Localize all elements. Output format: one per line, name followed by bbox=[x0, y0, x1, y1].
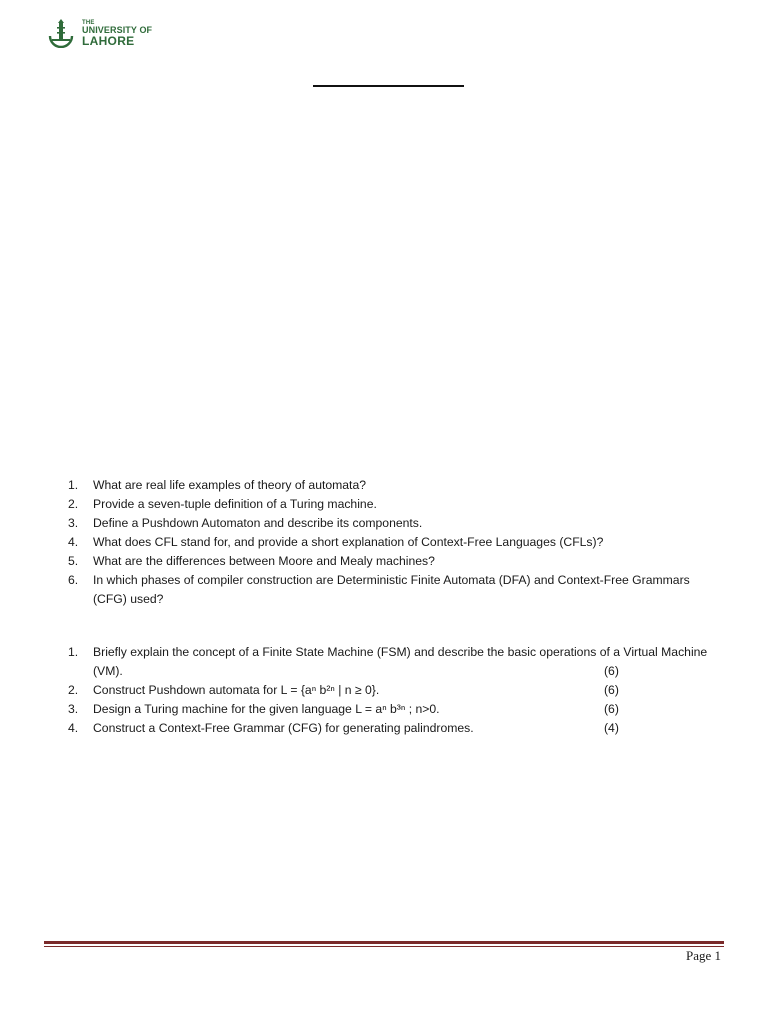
item-number: 4. bbox=[68, 721, 79, 735]
list-item bbox=[68, 643, 708, 681]
item-text: Define a Pushdown Automaton and describe its components. bbox=[93, 516, 423, 530]
page-number: Page 1 bbox=[685, 948, 721, 963]
item-text: What are real life examples of theory of automata? bbox=[93, 478, 367, 492]
item-text: What does CFL stand for, and provide a short explanation of Context-Free Languages (CFLs)? bbox=[93, 535, 604, 549]
item-number: 3. bbox=[68, 702, 79, 716]
footer-rule-thick bbox=[44, 941, 724, 944]
item-number: 2. bbox=[68, 683, 79, 697]
list-item bbox=[68, 700, 708, 719]
list-item bbox=[68, 533, 708, 552]
item-marks: (6) bbox=[604, 664, 619, 678]
item-number: 4. bbox=[68, 535, 79, 549]
item-text: Design a Turing machine for the given language L = aⁿ b³ⁿ ; n>0. bbox=[93, 702, 440, 716]
long-questions-list bbox=[68, 643, 708, 738]
university-logo bbox=[46, 18, 152, 48]
logo-line-2: UNIVERSITY OF bbox=[82, 24, 153, 35]
item-text: In which phases of compiler construction are Deterministic Finite Automata (DFA) and Context-Free Grammars (CFG) used? bbox=[93, 573, 690, 606]
list-item bbox=[68, 476, 708, 495]
list-item bbox=[68, 719, 708, 738]
list-item bbox=[68, 571, 708, 609]
list-item bbox=[68, 495, 708, 514]
logo-wordmark bbox=[82, 20, 152, 47]
logo-line-1: THE bbox=[82, 19, 95, 26]
list-item bbox=[68, 552, 708, 571]
list-item bbox=[68, 514, 708, 533]
item-text: What are the differences between Moore and Mealy machines? bbox=[93, 554, 435, 568]
item-number: 6. bbox=[68, 573, 79, 587]
item-number: 5. bbox=[68, 554, 79, 568]
title-underline bbox=[313, 85, 464, 87]
item-number: 1. bbox=[68, 645, 79, 659]
short-questions-list bbox=[68, 476, 708, 609]
item-text: Briefly explain the concept of a Finite State Machine (FSM) and describe the basic operations of a Virtual Machine (VM). bbox=[93, 645, 708, 678]
minaret-logo-icon bbox=[46, 18, 76, 48]
item-marks: (4) bbox=[604, 721, 619, 735]
logo-line-3: LAHORE bbox=[82, 33, 135, 48]
item-text: Construct Pushdown automata for L = {aⁿ b²ⁿ | n ≥ 0}. bbox=[93, 683, 380, 697]
item-marks: (6) bbox=[604, 702, 619, 716]
list-item bbox=[68, 681, 708, 700]
item-number: 2. bbox=[68, 497, 79, 511]
item-text: Provide a seven-tuple definition of a Turing machine. bbox=[93, 497, 377, 511]
item-number: 1. bbox=[68, 478, 79, 492]
footer-rule-thin bbox=[44, 946, 724, 947]
item-number: 3. bbox=[68, 516, 79, 530]
item-text: Construct a Context-Free Grammar (CFG) for generating palindromes. bbox=[93, 721, 474, 735]
item-marks: (6) bbox=[604, 683, 619, 697]
